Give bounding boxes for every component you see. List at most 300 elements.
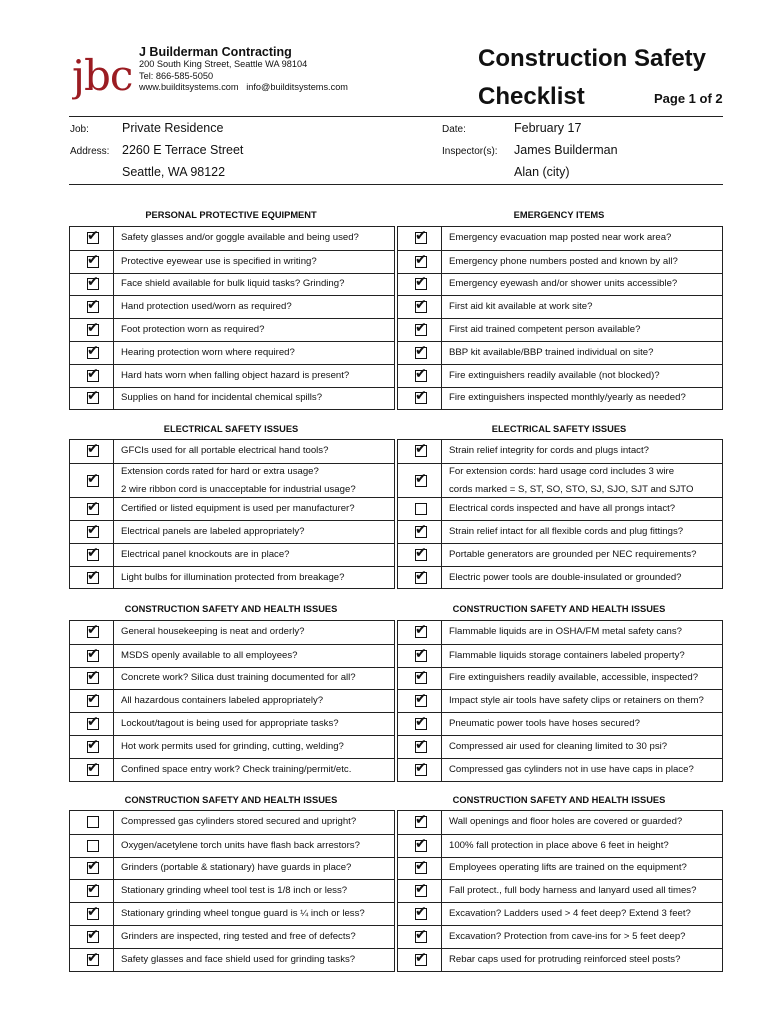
item-line: Emergency phone numbers posted and known by all? — [449, 255, 678, 267]
checkbox-cell — [70, 498, 114, 520]
item-line: Face shield available for bulk liquid tasks? Grinding? — [121, 278, 345, 290]
checklist-row — [70, 387, 394, 410]
check-mark-icon: ✔ — [87, 881, 99, 898]
item-line: Flammable liquids storage containers labeled property? — [449, 649, 685, 661]
empty-checkbox[interactable] — [87, 816, 99, 828]
checked-checkbox[interactable] — [87, 297, 99, 314]
item-line: Impact style air tools have safety clips or retainers on them? — [449, 695, 704, 707]
checkbox-cell — [70, 736, 114, 758]
checkbox-cell — [398, 736, 442, 758]
item-line-2: 2 wire ribbon cord is unacceptable for industrial usage? — [121, 483, 356, 495]
checked-checkbox[interactable] — [87, 251, 99, 268]
checkbox-cell — [70, 251, 114, 273]
check-mark-icon: ✔ — [87, 714, 99, 731]
checklist-row — [398, 295, 722, 318]
checked-checkbox[interactable] — [87, 320, 99, 337]
checklist-row — [398, 644, 722, 667]
check-mark-icon: ✔ — [87, 736, 99, 753]
item-line: Electric power tools are double-insulated or grounded? — [449, 571, 682, 583]
checkbox-cell — [398, 668, 442, 690]
checklist-row — [398, 948, 722, 971]
checklist-row — [398, 902, 722, 925]
checklist-item-text — [442, 440, 718, 463]
item-line: Lockout/tagout is being used for appropriate tasks? — [121, 718, 339, 730]
checklist-item-text — [442, 251, 718, 273]
checklist-item-text — [114, 227, 390, 250]
checklist-row — [70, 318, 394, 341]
item-line: Hand protection used/worn as required? — [121, 301, 292, 313]
item-line: General housekeeping is neat and orderly? — [121, 626, 305, 638]
check-mark-icon: ✔ — [87, 521, 99, 538]
checked-checkbox[interactable] — [87, 342, 99, 359]
checklist-item-text — [114, 903, 390, 925]
checklist-row — [398, 621, 722, 644]
item-line: Fire extinguishers readily available, accessible, inspected? — [449, 672, 699, 684]
checkbox-cell — [398, 567, 442, 589]
checklist-item-text — [442, 949, 718, 971]
item-line: Certified or listed equipment is used per manufacturer? — [121, 503, 355, 515]
item-line: Strain relief integrity for cords and plugs intact? — [449, 445, 649, 457]
checklist-item-text — [114, 736, 390, 758]
item-line-2: cords marked = S, ST, SO, STO, SJ, SJO, SJT and SJTO — [449, 483, 694, 495]
checklist-row — [70, 364, 394, 387]
check-mark-icon: ✔ — [415, 926, 427, 943]
checkbox-cell — [70, 388, 114, 410]
checklist-row — [70, 879, 394, 902]
check-mark-icon: ✔ — [87, 365, 99, 382]
checklist-row — [398, 364, 722, 387]
item-line: Fall protect., full body harness and lanyard used all times? — [449, 885, 697, 897]
check-mark-icon: ✔ — [415, 668, 427, 685]
checklist-row — [70, 925, 394, 948]
checklist-row — [398, 879, 722, 902]
section-title: CONSTRUCTION SAFETY AND HEALTH ISSUES — [124, 795, 338, 805]
checkbox-cell — [398, 342, 442, 364]
checked-checkbox[interactable] — [87, 470, 99, 487]
item-line: MSDS openly available to all employees? — [121, 649, 298, 661]
checklist-item-text — [114, 319, 390, 341]
item-line: All hazardous containers labeled appropriately? — [121, 695, 324, 707]
checklist-row — [398, 811, 722, 834]
checked-checkbox[interactable] — [87, 544, 99, 561]
checklist-row — [70, 712, 394, 735]
checklist-table — [69, 810, 395, 972]
checklist-item-text — [442, 319, 718, 341]
checklist-item-text — [442, 835, 718, 857]
checklist-row — [70, 857, 394, 880]
item-line: Emergency eyewash and/or shower units accessible? — [449, 278, 678, 290]
checklist-row — [398, 463, 722, 498]
item-line: Grinders are inspected, ring tested and free of defects? — [121, 930, 356, 942]
checked-checkbox[interactable] — [415, 441, 427, 458]
checkbox-cell — [398, 498, 442, 520]
checklist-item-text — [114, 388, 390, 410]
item-line: Wall openings and floor holes are covered or guarded? — [449, 816, 683, 828]
address-label: Address: — [70, 146, 110, 157]
empty-checkbox[interactable] — [87, 840, 99, 852]
item-line: Concrete work? Silica dust training documented for all? — [121, 672, 356, 684]
checklist-row — [70, 834, 394, 857]
checkbox-cell — [70, 274, 114, 296]
check-mark-icon: ✔ — [87, 388, 99, 405]
checklist-item-text — [114, 251, 390, 273]
checklist-item-text — [114, 949, 390, 971]
checklist-row — [70, 735, 394, 758]
checkbox-cell — [398, 903, 442, 925]
checklist-row — [70, 520, 394, 543]
checked-checkbox[interactable] — [87, 759, 99, 776]
checkbox-cell — [398, 713, 442, 735]
checkbox-cell — [398, 621, 442, 644]
item-line: Electrical panel knockouts are in place? — [121, 548, 290, 560]
checklist-row — [70, 273, 394, 296]
item-line: Extension cords rated for hard or extra usage? — [121, 465, 319, 477]
checkbox-cell — [70, 319, 114, 341]
checked-checkbox[interactable] — [415, 297, 427, 314]
company-phone: Tel: 866-585-5050 — [139, 70, 214, 81]
check-mark-icon: ✔ — [87, 668, 99, 685]
check-mark-icon: ✔ — [415, 812, 427, 829]
checkbox-cell — [398, 811, 442, 834]
checkbox-cell — [398, 464, 442, 498]
checklist-item-text — [114, 835, 390, 857]
checklist-row — [70, 566, 394, 589]
checklist-item-text — [442, 690, 718, 712]
item-line: Fire extinguishers readily available (not blocked)? — [449, 369, 660, 381]
check-mark-icon: ✔ — [87, 251, 99, 268]
checklist-item-text — [442, 464, 718, 498]
item-line: Pneumatic power tools have hoses secured? — [449, 718, 640, 730]
checked-checkbox[interactable] — [415, 904, 427, 921]
item-line: Compressed gas cylinders stored secured and upright? — [121, 816, 357, 828]
checklist-item-text — [442, 498, 718, 520]
checkbox-cell — [70, 811, 114, 834]
item-line: Hard hats worn when falling object hazard is present? — [121, 369, 350, 381]
check-mark-icon: ✔ — [415, 835, 427, 852]
checklist-item-text — [114, 296, 390, 318]
checklist-row — [70, 497, 394, 520]
item-line: For extension cords: hard usage cord includes 3 wire — [449, 465, 675, 477]
empty-checkbox[interactable] — [415, 503, 427, 515]
checklist-item-text — [442, 621, 718, 644]
checked-checkbox[interactable] — [415, 388, 427, 405]
checked-checkbox[interactable] — [87, 949, 99, 966]
check-mark-icon: ✔ — [415, 645, 427, 662]
item-line: GFCIs used for all portable electrical hand tools? — [121, 445, 329, 457]
checked-checkbox[interactable] — [87, 499, 99, 516]
checklist-row — [70, 621, 394, 644]
item-line: Light bulbs for illumination protected from breakage? — [121, 571, 345, 583]
checklist-item-text — [114, 464, 390, 498]
checkbox-cell — [398, 645, 442, 667]
jbc-logo-icon — [72, 46, 134, 104]
company-address: 200 South King Street, Seattle WA 98104 — [139, 59, 308, 69]
checklist-table — [397, 439, 723, 589]
checked-checkbox[interactable] — [87, 714, 99, 731]
checkbox-cell — [398, 365, 442, 387]
checked-checkbox[interactable] — [87, 904, 99, 921]
checklist-item-text — [442, 880, 718, 902]
section-title: ELECTRICAL SAFETY ISSUES — [491, 424, 627, 434]
item-line: First aid trained competent person available? — [449, 324, 641, 336]
checked-checkbox[interactable] — [415, 228, 427, 245]
checked-checkbox[interactable] — [415, 736, 427, 753]
check-mark-icon: ✔ — [87, 691, 99, 708]
checklist-item-text — [442, 811, 718, 834]
checklist-row — [398, 667, 722, 690]
checklist-row — [398, 925, 722, 948]
checklist-row — [398, 857, 722, 880]
section-title: ELECTRICAL SAFETY ISSUES — [163, 424, 299, 434]
checked-checkbox[interactable] — [415, 274, 427, 291]
checked-checkbox[interactable] — [87, 668, 99, 685]
checkbox-cell — [398, 926, 442, 948]
checklist-row — [70, 948, 394, 971]
page-number: Page 1 of 2 — [654, 91, 723, 106]
item-line: Grinders (portable & stationary) have guards in place? — [121, 862, 352, 874]
checked-checkbox[interactable] — [415, 714, 427, 731]
checklist-item-text — [114, 811, 390, 834]
checklist-row — [398, 318, 722, 341]
checklist-item-text — [114, 544, 390, 566]
checked-checkbox[interactable] — [87, 274, 99, 291]
check-mark-icon: ✔ — [87, 926, 99, 943]
section-title: PERSONAL PROTECTIVE EQUIPMENT — [145, 210, 317, 220]
checked-checkbox[interactable] — [415, 645, 427, 662]
item-line: Strain relief intact for all flexible cords and plug fittings? — [449, 525, 684, 537]
checkbox-cell — [398, 759, 442, 781]
checked-checkbox[interactable] — [87, 926, 99, 943]
checklist-item-text — [442, 567, 718, 589]
checkbox-cell — [398, 880, 442, 902]
checked-checkbox[interactable] — [87, 645, 99, 662]
checked-checkbox[interactable] — [87, 365, 99, 382]
checkbox-cell — [70, 880, 114, 902]
checkbox-cell — [70, 949, 114, 971]
check-mark-icon: ✔ — [415, 251, 427, 268]
checkbox-cell — [70, 835, 114, 857]
inspector-line-1: James Builderman — [514, 143, 618, 157]
checkbox-cell — [398, 521, 442, 543]
item-line: Stationary grinding wheel tongue guard is ¼ inch or less? — [121, 908, 365, 920]
checkbox-cell — [70, 645, 114, 667]
checkbox-cell — [70, 342, 114, 364]
checked-checkbox[interactable] — [87, 858, 99, 875]
item-line: 100% fall protection in place above 6 feet in height? — [449, 839, 669, 851]
checklist-table — [69, 620, 395, 782]
check-mark-icon: ✔ — [415, 904, 427, 921]
checklist-item-text — [114, 498, 390, 520]
checked-checkbox[interactable] — [87, 228, 99, 245]
check-mark-icon: ✔ — [87, 470, 99, 487]
checked-checkbox[interactable] — [87, 736, 99, 753]
section-title: CONSTRUCTION SAFETY AND HEALTH ISSUES — [452, 795, 666, 805]
checked-checkbox[interactable] — [415, 544, 427, 561]
check-mark-icon: ✔ — [415, 759, 427, 776]
checklist-row — [398, 273, 722, 296]
checklist-item-text — [442, 544, 718, 566]
checklist-item-text — [114, 880, 390, 902]
checklist-row — [398, 689, 722, 712]
check-mark-icon: ✔ — [87, 342, 99, 359]
checklist-row — [70, 543, 394, 566]
checklist-row — [398, 566, 722, 589]
date-label: Date: — [442, 124, 466, 135]
checked-checkbox[interactable] — [415, 251, 427, 268]
checkbox-cell — [70, 668, 114, 690]
checked-checkbox[interactable] — [415, 949, 427, 966]
checklist-item-text — [442, 926, 718, 948]
checked-checkbox[interactable] — [415, 835, 427, 852]
checkbox-cell — [398, 835, 442, 857]
checkbox-cell — [398, 319, 442, 341]
checked-checkbox[interactable] — [415, 521, 427, 538]
checklist-row — [398, 834, 722, 857]
checkbox-cell — [70, 759, 114, 781]
check-mark-icon: ✔ — [415, 881, 427, 898]
checked-checkbox[interactable] — [415, 320, 427, 337]
checklist-item-text — [114, 668, 390, 690]
checklist-row — [398, 520, 722, 543]
section-title: CONSTRUCTION SAFETY AND HEALTH ISSUES — [452, 604, 666, 614]
checked-checkbox[interactable] — [87, 691, 99, 708]
check-mark-icon: ✔ — [415, 342, 427, 359]
checklist-item-text — [114, 645, 390, 667]
checklist-item-text — [114, 274, 390, 296]
checklist-table — [69, 439, 395, 589]
checkbox-cell — [70, 227, 114, 250]
checkbox-cell — [70, 903, 114, 925]
check-mark-icon: ✔ — [87, 274, 99, 291]
check-mark-icon: ✔ — [87, 499, 99, 516]
title-line-2: Checklist — [478, 83, 585, 110]
checklist-row — [398, 497, 722, 520]
checklist-item-text — [442, 645, 718, 667]
item-line: Hearing protection worn where required? — [121, 346, 295, 358]
checked-checkbox[interactable] — [87, 521, 99, 538]
checked-checkbox[interactable] — [415, 881, 427, 898]
item-line: Portable generators are grounded per NEC requirements? — [449, 548, 697, 560]
checklist-item-text — [442, 736, 718, 758]
checked-checkbox[interactable] — [415, 567, 427, 584]
checklist-row — [398, 387, 722, 410]
header-divider — [69, 116, 723, 117]
checkbox-cell — [398, 858, 442, 880]
checked-checkbox[interactable] — [87, 388, 99, 405]
checklist-table — [69, 226, 395, 410]
checked-checkbox[interactable] — [87, 622, 99, 639]
checkbox-cell — [70, 567, 114, 589]
checklist-row — [398, 227, 722, 250]
checked-checkbox[interactable] — [415, 858, 427, 875]
check-mark-icon: ✔ — [415, 228, 427, 245]
checked-checkbox[interactable] — [415, 691, 427, 708]
checked-checkbox[interactable] — [87, 567, 99, 584]
checklist-row — [70, 227, 394, 250]
checklist-row — [398, 543, 722, 566]
item-line: Foot protection worn as required? — [121, 324, 265, 336]
checklist-item-text — [442, 759, 718, 781]
checklist-row — [70, 902, 394, 925]
check-mark-icon: ✔ — [87, 441, 99, 458]
item-line: Employees operating lifts are trained on the equipment? — [449, 862, 687, 874]
checkbox-cell — [398, 227, 442, 250]
checkbox-cell — [398, 296, 442, 318]
checklist-item-text — [114, 621, 390, 644]
checkbox-cell — [70, 690, 114, 712]
inspector-label: Inspector(s): — [442, 146, 498, 157]
check-mark-icon: ✔ — [415, 858, 427, 875]
check-mark-icon: ✔ — [87, 228, 99, 245]
checklist-item-text — [442, 713, 718, 735]
company-logo — [72, 46, 134, 104]
check-mark-icon: ✔ — [415, 320, 427, 337]
checkbox-cell — [398, 690, 442, 712]
checked-checkbox[interactable] — [415, 759, 427, 776]
checkbox-cell — [70, 858, 114, 880]
checked-checkbox[interactable] — [87, 881, 99, 898]
checked-checkbox[interactable] — [415, 812, 427, 829]
check-mark-icon: ✔ — [415, 567, 427, 584]
checklist-row — [398, 712, 722, 735]
checked-checkbox[interactable] — [415, 668, 427, 685]
checklist-row — [398, 250, 722, 273]
item-line: Compressed gas cylinders not in use have caps in place? — [449, 763, 694, 775]
checklist-item-text — [114, 926, 390, 948]
address-line-1: 2260 E Terrace Street — [122, 143, 244, 157]
checklist-row — [70, 463, 394, 498]
checked-checkbox[interactable] — [415, 342, 427, 359]
checked-checkbox[interactable] — [415, 622, 427, 639]
item-line: Confined space entry work? Check training/permit/etc. — [121, 763, 352, 775]
checked-checkbox[interactable] — [87, 441, 99, 458]
check-mark-icon: ✔ — [415, 736, 427, 753]
check-mark-icon: ✔ — [415, 274, 427, 291]
checklist-item-text — [442, 365, 718, 387]
checked-checkbox[interactable] — [415, 926, 427, 943]
item-line: Flammable liquids are in OSHA/FM metal safety cans? — [449, 626, 682, 638]
check-mark-icon: ✔ — [87, 759, 99, 776]
checklist-item-text — [442, 388, 718, 410]
checklist-item-text — [442, 274, 718, 296]
checklist-row — [70, 811, 394, 834]
checklist-row — [70, 689, 394, 712]
check-mark-icon: ✔ — [415, 388, 427, 405]
checkbox-cell — [70, 621, 114, 644]
checked-checkbox[interactable] — [415, 470, 427, 487]
title-line-1: Construction Safety — [478, 45, 707, 72]
checklist-item-text — [114, 342, 390, 364]
checklist-row — [398, 440, 722, 463]
job-label: Job: — [70, 124, 89, 135]
item-line: Rebar caps used for protruding reinforced steel posts? — [449, 953, 681, 965]
checklist-row — [398, 758, 722, 781]
item-line: Hot work permits used for grinding, cutting, welding? — [121, 740, 344, 752]
item-line: Safety glasses and face shield used for grinding tasks? — [121, 953, 356, 965]
checklist-item-text — [114, 690, 390, 712]
item-line: Fire extinguishers inspected monthly/yearly as needed? — [449, 392, 686, 404]
checklist-item-text — [442, 342, 718, 364]
checklist-item-text — [442, 296, 718, 318]
check-mark-icon: ✔ — [415, 544, 427, 561]
checklist-item-text — [442, 227, 718, 250]
checked-checkbox[interactable] — [415, 365, 427, 382]
check-mark-icon: ✔ — [87, 645, 99, 662]
checklist-row — [70, 644, 394, 667]
checkbox-cell — [398, 274, 442, 296]
checklist-row — [70, 667, 394, 690]
checklist-row — [398, 735, 722, 758]
